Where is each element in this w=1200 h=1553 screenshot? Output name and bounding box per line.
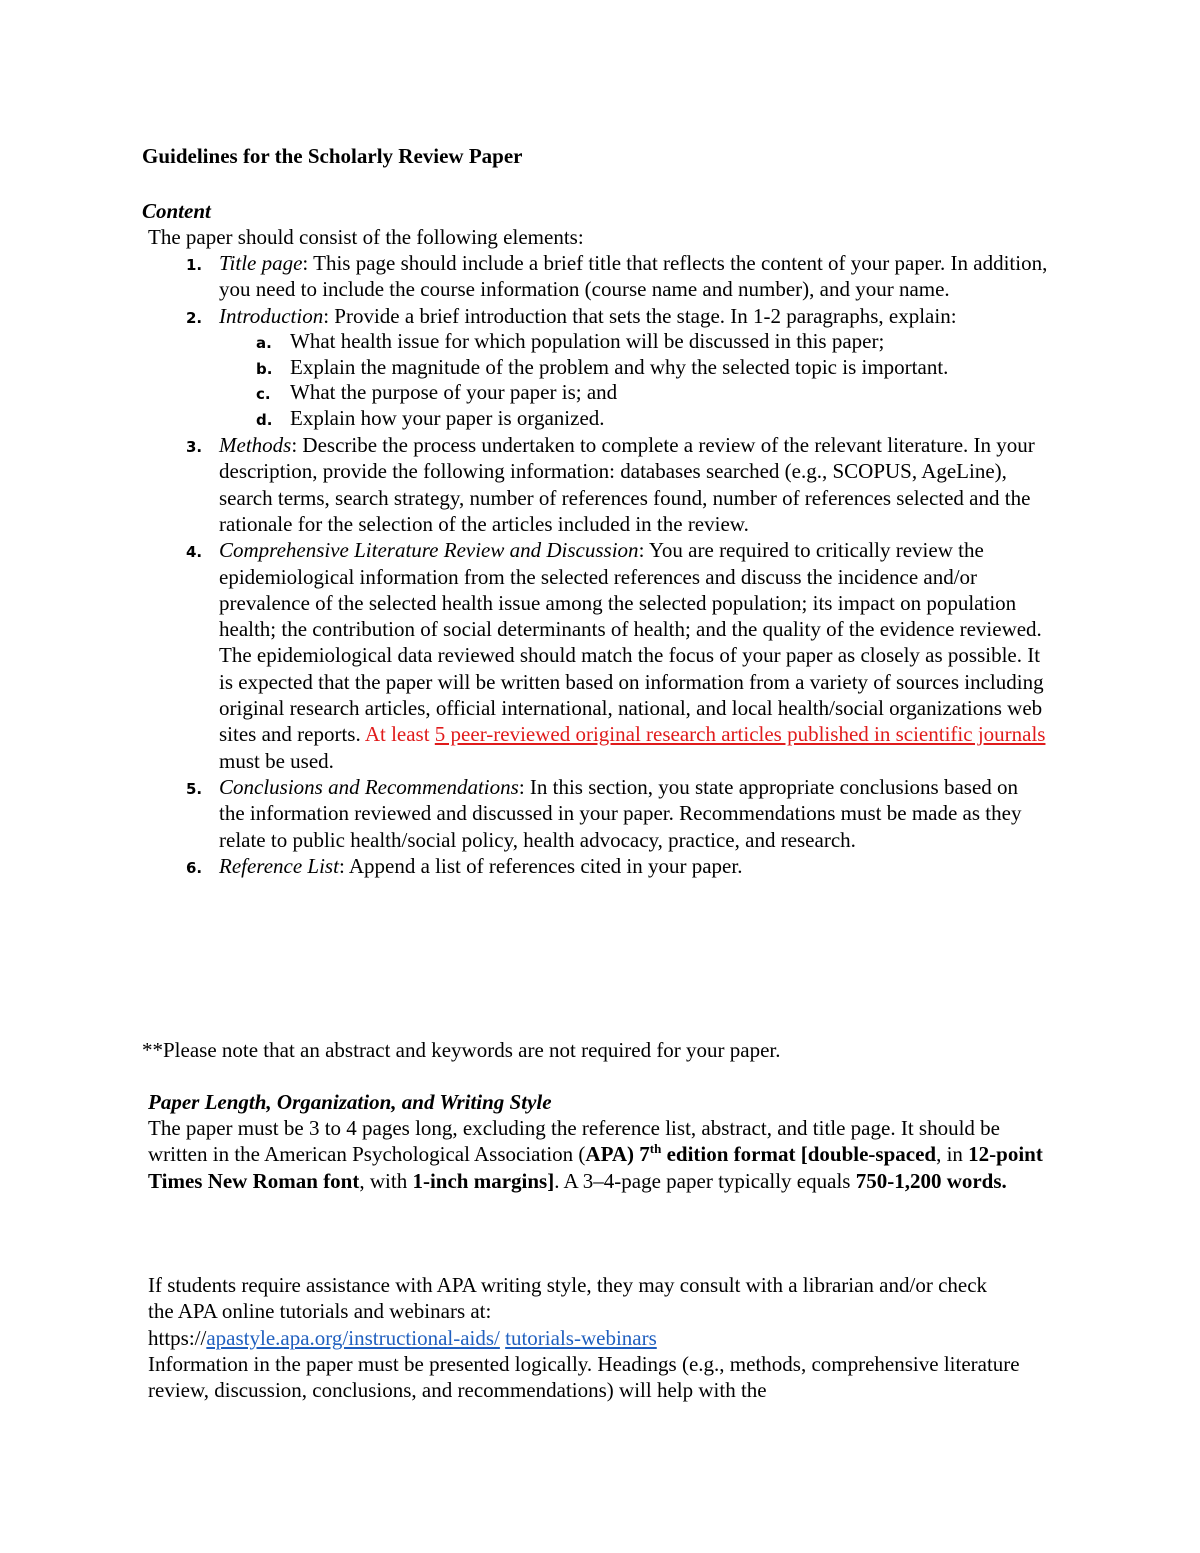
sub-item bbox=[0, 355, 1200, 381]
item-label: Title page bbox=[219, 251, 303, 275]
list-number: 4. bbox=[186, 543, 203, 562]
sub-item bbox=[0, 329, 1200, 355]
url-prefix: https:// bbox=[148, 1325, 207, 1350]
para-text: , with bbox=[359, 1168, 413, 1193]
requirement-highlight: At least bbox=[364, 722, 435, 747]
introduction-sublist bbox=[0, 329, 1200, 432]
tutorials-webinars-link[interactable]: tutorials-webinars bbox=[505, 1325, 657, 1350]
requirement-underlined: 5 peer-reviewed original research articles published in scientific journals bbox=[434, 722, 1046, 747]
apa-bold: APA) 7 bbox=[585, 1142, 650, 1167]
format-bold: edition format [double-spaced bbox=[661, 1142, 937, 1167]
word-count-bold: 750-1,200 words. bbox=[855, 1168, 1007, 1193]
item-text: : This page should include a brief title that reflects the content of your paper. In addition, you need to include the course information (course name and number), and your name. bbox=[219, 251, 1048, 302]
item-label: Comprehensive Literature Review and Discussion bbox=[219, 538, 639, 563]
content-heading: Content bbox=[142, 199, 211, 223]
margins-bold: 1-inch margins] bbox=[412, 1168, 555, 1193]
list-number: 2. bbox=[186, 308, 203, 327]
list-item-literature-review bbox=[0, 537, 1200, 774]
list-number: 1. bbox=[186, 256, 203, 274]
sub-letter: d. bbox=[256, 411, 273, 430]
list-number: 3. bbox=[186, 438, 203, 457]
list-item-introduction bbox=[0, 303, 1200, 432]
para-text: , in bbox=[936, 1142, 969, 1167]
para-text: . A 3–4-page paper typically equals bbox=[554, 1168, 856, 1193]
document-title: Guidelines for the Scholarly Review Paper bbox=[142, 144, 523, 168]
sub-letter: c. bbox=[256, 385, 271, 404]
item-text: : Append a list of references cited in your paper. bbox=[338, 853, 743, 878]
sub-text: Explain how your paper is organized. bbox=[290, 406, 605, 431]
item-label: Conclusions and Recommendations bbox=[219, 774, 519, 799]
abstract-note: **Please note that an abstract and keywords are not required for your paper. bbox=[142, 1038, 781, 1062]
paper-length-heading: Paper Length, Organization, and Writing Style bbox=[148, 1090, 552, 1114]
list-item-reference-list bbox=[0, 853, 1200, 879]
sub-text: What health issue for which population will be discussed in this paper; bbox=[290, 328, 885, 353]
item-text: : You are required to critically review the epidemiological information from the selected references and discuss the incidence and/or prevalence of the selected health issue among the selected population; its impact on population health; the contribution of social determinants of health; and the quality of the evidence reviewed. The epidemiological data reviewed should match the focus of your paper as closely as possible. It is expected that the paper will be written based on information from a variety of sources including original research articles, official international, national, and local health/social organizations web sites and reports. bbox=[219, 538, 1044, 747]
sub-text: What the purpose of your paper is; and bbox=[290, 380, 618, 405]
list-number: 5. bbox=[186, 779, 203, 798]
apastyle-link[interactable]: apastyle.apa.org/instructional-aids/ bbox=[206, 1325, 500, 1350]
sub-item bbox=[0, 406, 1200, 432]
apa-assistance-paragraph bbox=[148, 1272, 1068, 1403]
organization-text: Information in the paper must be presented logically. Headings (e.g., methods, comprehensive literature review, discussion, conclusions, and recommendations) will help with the bbox=[148, 1351, 1020, 1403]
item-text: : In this section, you state appropriate conclusions based on the information reviewed and discussed in your paper. Recommendations must be made as they relate to public health/social policy, health advocacy, practice, and research. bbox=[219, 774, 1022, 852]
para-text: The paper must be 3 to 4 pages long, excluding the reference list, abstract, and title page. It should be written in the American Psychological Association ( bbox=[148, 1116, 1000, 1167]
sub-letter: a. bbox=[256, 333, 272, 352]
item-tail-text: must be used. bbox=[219, 748, 334, 773]
list-item-title-page bbox=[0, 250, 1200, 303]
content-intro: The paper should consist of the following elements: bbox=[148, 225, 584, 249]
item-text: : Provide a brief introduction that sets the stage. In 1-2 paragraphs, explain: bbox=[323, 303, 957, 328]
apa-assistance-text: If students require assistance with APA writing style, they may consult with a librarian and/or check the APA online tutorials and webinars at: bbox=[148, 1273, 988, 1324]
list-item-methods bbox=[0, 432, 1200, 537]
sub-letter: b. bbox=[256, 359, 273, 378]
sub-item bbox=[0, 380, 1200, 406]
apa-url-line bbox=[148, 1325, 1068, 1351]
item-label: Reference List bbox=[219, 853, 339, 878]
item-text: : Describe the process undertaken to complete a review of the relevant literature. In your description, provide the following information: databases searched (e.g., SCOPUS, AgeLine), search terms, search strategy, number of references found, number of references selected and the rationale for the selection of the articles included in the review. bbox=[219, 433, 1035, 536]
font-bold: 12-point Times New Roman font bbox=[148, 1142, 1043, 1193]
sub-text: Explain the magnitude of the problem and why the selected topic is important. bbox=[290, 354, 949, 379]
list-number: 6. bbox=[186, 858, 203, 877]
item-label: Introduction bbox=[219, 303, 324, 328]
paper-length-paragraph bbox=[148, 1115, 1048, 1194]
elements-list bbox=[0, 250, 1200, 879]
item-label: Methods bbox=[219, 433, 292, 458]
superscript: th bbox=[649, 1141, 662, 1157]
list-item-conclusions bbox=[0, 774, 1200, 853]
